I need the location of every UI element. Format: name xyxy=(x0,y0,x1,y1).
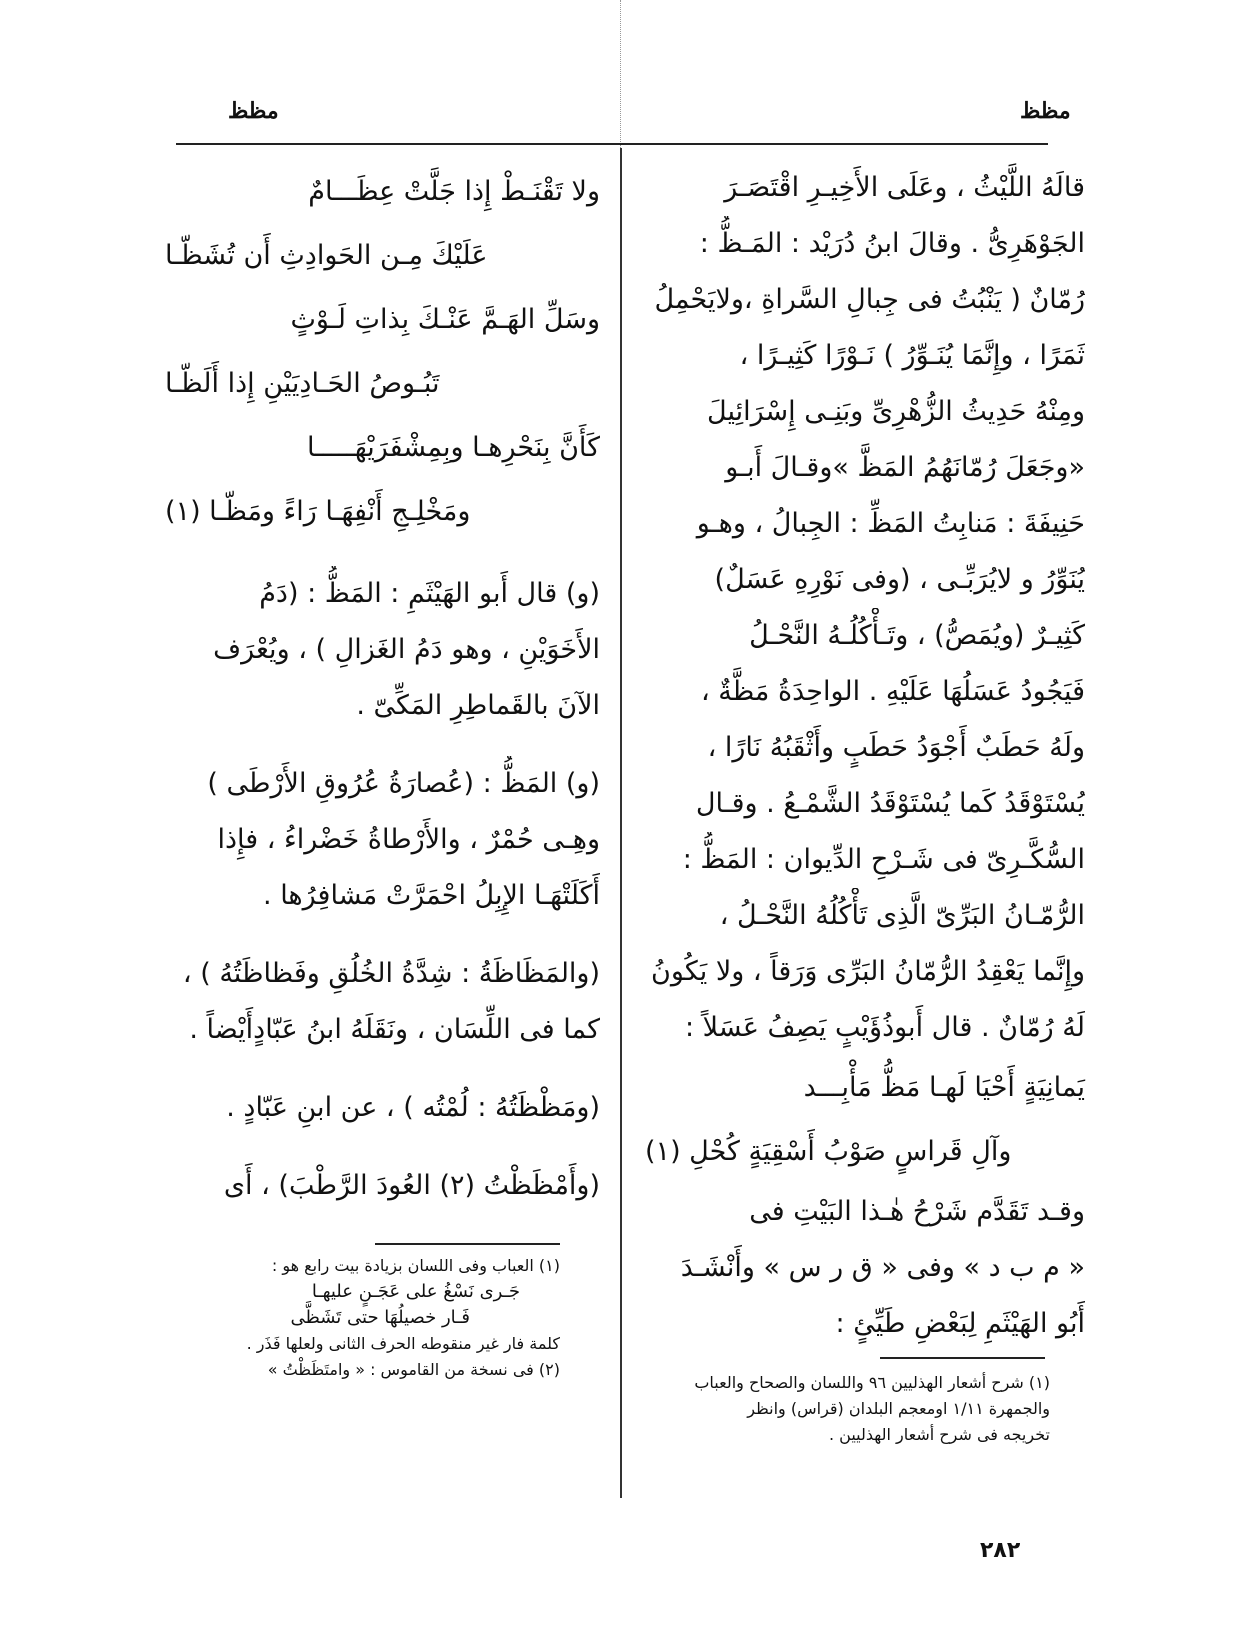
text-line: وقـد تَقَدَّم شَرْحُ هٰـذا البَيْتِ فى xyxy=(749,1196,1085,1227)
text-line: فَيَجُودُ عَسَلُهَا عَلَيْهِ . الواحِدَةُ مَظَّةٌ ، xyxy=(701,676,1085,707)
text-line: رُمّانٌ ( يَنْبُتُ فى جِبالِ السَّراةِ ،ولايَحْمِلُ xyxy=(654,284,1085,315)
verse-hemistich: ومَخْلِـجِ أَنْفِهَـا رَاءً ومَظّـا (١) xyxy=(165,496,471,527)
footnotes-right xyxy=(640,1370,1050,1448)
text-line: الرُّمّـانُ البَرِّىّ الَّذِى تَأْكُلُهُ النَّحْـلُ ، xyxy=(719,900,1085,931)
text-line: ثَمَرًا ، وإِنَّمَا يُنَـوِّرُ ) نَـوْرًا كَثِيـرًا ، xyxy=(739,340,1085,371)
text-line: (ومَظْظَتُهُ : لُمْتُه ) ، عن ابنِ عَبّادٍ . xyxy=(226,1092,600,1123)
paragraph-gap xyxy=(165,734,600,756)
footnotes-left xyxy=(140,1253,560,1383)
paragraph-gap xyxy=(165,1058,600,1080)
text-line: الأَخَوَيْنِ ، وهو دَمُ الغَزالِ ) ، ويُعْرَف xyxy=(213,634,600,665)
text-line: حَنِيفَةَ : مَنابِتُ المَظِّ : الجِبالُ ، وهـو xyxy=(696,508,1085,539)
text-line: أَبُو الهَيْثَمِ لِبَعْضِ طَيِّئٍ : xyxy=(835,1308,1085,1339)
text-line: (و) المَظُّ : (عُصارَةُ عُرُوقِ الأَرْطَى ) xyxy=(207,768,600,799)
verse-hemistich: وآلِ قَراسٍ صَوْبُ أَسْقِيَةٍ كُحْلِ (١) xyxy=(645,1136,1012,1167)
text-line: (وأَمْظَظْتُ (٢) العُودَ الرَّطْبَ) ، أَى xyxy=(223,1170,600,1201)
verse-hemistich: كَأَنَّ بِنَحْرِهـا وبِمِشْفَرَيْهَـــــا xyxy=(307,432,600,463)
text-line: (والمَظَاظَةُ : شِدَّةُ الخُلُقِ وفَظاظَتُهُ ) ، xyxy=(182,958,600,989)
text-line: (و) قال أَبو الهَيْثَمِ : المَظُّ : (دَمُ xyxy=(259,578,600,609)
footnote-rule-right xyxy=(880,1357,1045,1359)
text-line: وإِنَّما يَعْقِدُ الرُّمّانُ البَرِّى وَرَقاً ، ولا يَكُونُ xyxy=(651,956,1085,987)
text-line: أَكَلَتْهَـا الإِبِلُ احْمَرَّتْ مَشافِرُها . xyxy=(263,880,600,911)
text-line: يُنَوِّرُ و لايُرَبِّـى ، (وفى نَوْرِهِ عَسَلٌ) xyxy=(714,564,1085,595)
footnote-verse: فَـار خصيلُهَا حتى تَشَظَّى xyxy=(290,1307,470,1328)
text-line: ومِنْهُ حَدِيثُ الزُّهْرِىِّ وبَنِـى إِسْرَائِيلَ xyxy=(707,396,1085,427)
header-entry-left: مظظ xyxy=(228,98,279,124)
text-line: يُسْتَوْقَدُ كَما يُسْتَوْقَدُ الشَّمْـعُ . وقـال xyxy=(695,788,1085,819)
text-line: الآنَ بالقَماطِرِ المَكِّىّ . xyxy=(356,690,600,721)
text-line: « م ب د » وفى « ق ر س » وأَنْشَـدَ xyxy=(680,1252,1085,1283)
footnote-line: (٢) فى نسخة من القاموس : « وامتَظَظْتُ » xyxy=(267,1360,560,1379)
text-line: لَهُ رُمّانٌ . قال أَبوذُؤَيْبٍ يَصِفُ عَسَلاً : xyxy=(684,1012,1085,1043)
footnote-line: (١) العباب وفى اللسان بزيادة بيت رابع هو : xyxy=(271,1256,560,1275)
text-line: قالَهُ اللَّيْثُ ، وعَلَى الأَخِيـرِ اقْتَصَـرَ xyxy=(724,172,1085,203)
verse-hemistich: ولا تَقْنَـطْ إِذا جَلَّتْ عِظَـــامٌ xyxy=(308,176,600,207)
header-rule xyxy=(176,143,1048,145)
header-entry-right: مظظ xyxy=(1020,98,1071,124)
footnote-rule-left xyxy=(375,1243,560,1245)
verse-hemistich: عَلَيْكَ مِـن الحَوادِثِ أَن تُشَظّـا xyxy=(165,240,488,271)
text-line: وهِـى حُمْرٌ ، والأَرْطاةُ خَضْراءُ ، فإِذا xyxy=(217,824,600,855)
footnote-line: (١) شرح أشعار الهذليين ٩٦ واللسان والصحاح والعباب xyxy=(694,1373,1050,1392)
right-column xyxy=(645,160,1085,1352)
verse-hemistich: وسَلِّ الهَـمَّ عَنْـكَ بِذاتِ لَـوْثٍ xyxy=(290,304,600,335)
paragraph-gap xyxy=(165,924,600,946)
footnote-verse: جَـرى نَسْغُ على عَجَـنٍ عليهـا xyxy=(311,1281,520,1302)
page-number: ٢٨٢ xyxy=(980,1538,1021,1563)
scan-artifact-line xyxy=(620,0,622,150)
footnote-line: والجمهرة ١/١١ اومعجم البلدان (قراس) وانظر xyxy=(747,1399,1050,1418)
text-line: السُّكَّـرِىّ فى شَـرْحِ الدِّيوان : المَظُّ : xyxy=(682,844,1085,875)
footnote-line: تخريجه فى شرح أشعار الهذليين . xyxy=(828,1425,1050,1444)
paragraph-gap xyxy=(165,1136,600,1158)
paragraph-gap xyxy=(165,544,600,566)
text-line: كما فى اللِّسَان ، ونَقَلَهُ ابنُ عَبّادٍأَيْضاً . xyxy=(189,1014,600,1045)
verse-hemistich: تَبُـوصُ الحَـادِيَيْنِ إِذا أَلَظّـا xyxy=(165,368,440,399)
text-line: «وجَعَلَ رُمّانَهُمُ المَظَّ »وقـالَ أَبـو xyxy=(725,452,1085,483)
text-line: ولَهُ حَطَبٌ أَجْوَدُ حَطَبٍ وأَثْقَبُهُ نَارًا ، xyxy=(707,732,1085,763)
verse-hemistich: يَمانِيَةٍ أَحْيَا لَهـا مَظُّ مَأْبِـــد xyxy=(803,1072,1085,1103)
text-line: كَثِيـرٌ (ويُمَصُّ) ، وتَـأْكُلُـهُ النَّحْـلُ xyxy=(749,620,1085,651)
footnote-line: كلمة فار غير منقوطه الحرف الثانى ولعلها فَذَر . xyxy=(246,1334,560,1353)
column-divider xyxy=(620,148,622,1498)
left-column xyxy=(165,160,600,1214)
text-line: الجَوْهَرِىُّ . وقالَ ابنُ دُرَيْد : المَـظُّ : xyxy=(699,228,1085,259)
